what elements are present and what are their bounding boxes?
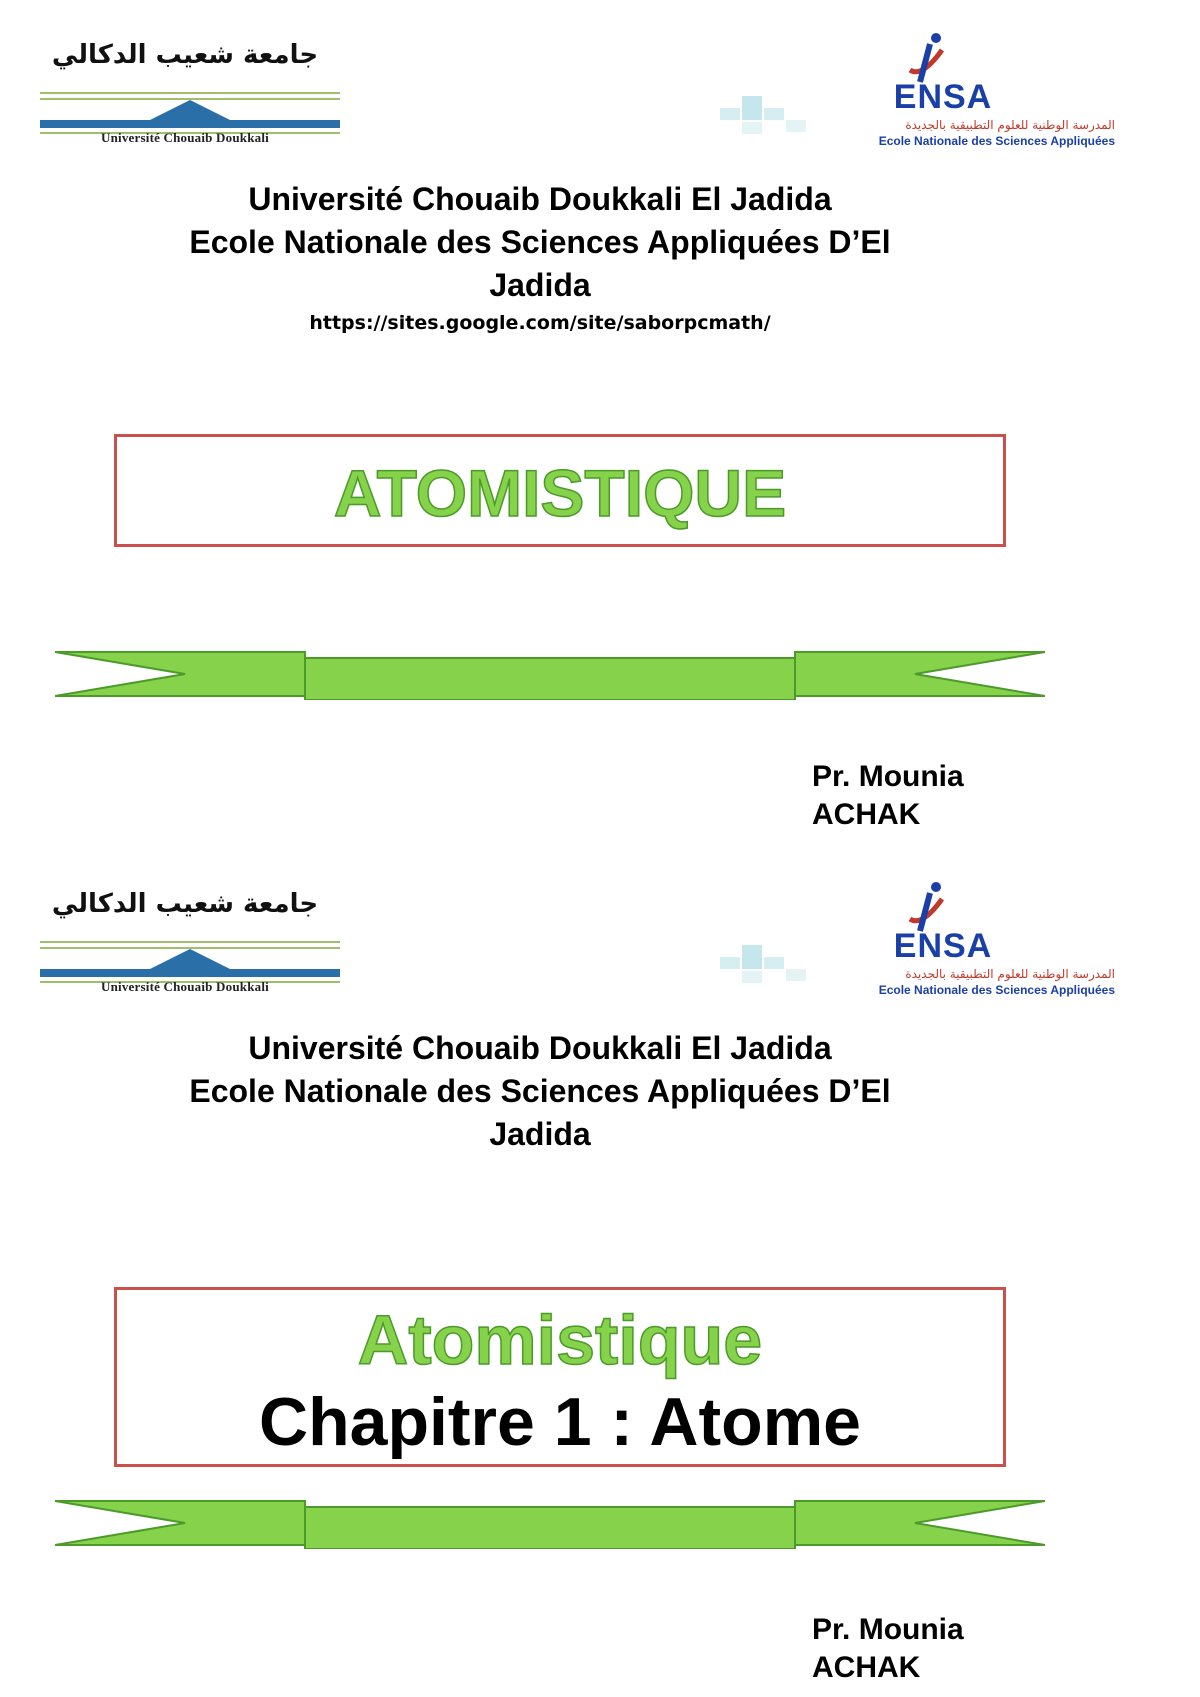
ucd-logo-latin: Université Chouaib Doukkali bbox=[101, 979, 269, 994]
ucd-logo-arabic: جامعة شعيب الدكالي bbox=[51, 889, 319, 919]
ensa-logo-arabic: المدرسة الوطنية للعلوم التطبيقية بالجديدة bbox=[905, 967, 1115, 981]
ensa-logo-arabic: المدرسة الوطنية للعلوم التطبيقية بالجديدة bbox=[905, 118, 1115, 132]
title-slide-1 bbox=[0, 0, 1200, 848]
author-line-1: Pr. Mounia bbox=[812, 760, 964, 793]
author-line-1: Pr. Mounia bbox=[812, 1613, 964, 1646]
title-box bbox=[114, 434, 1006, 547]
course-title: Atomistique bbox=[357, 1301, 763, 1379]
chapter-title: Chapitre 1 : Atome bbox=[258, 1384, 861, 1460]
author-line-2: ACHAK bbox=[812, 798, 921, 831]
ensa-logo-french: Ecole Nationale des Sciences Appliquées bbox=[878, 983, 1115, 997]
ucd-logo bbox=[30, 40, 340, 150]
institution-line-3: Jadida bbox=[489, 267, 591, 303]
institution-heading bbox=[100, 1027, 980, 1156]
ensa-logo-name: ENSA bbox=[893, 78, 993, 116]
ensa-logo bbox=[720, 879, 1120, 999]
ensa-logo-french: Ecole Nationale des Sciences Appliquées bbox=[878, 134, 1115, 148]
author bbox=[812, 1611, 1012, 1687]
ensa-grid-graphic bbox=[720, 88, 810, 138]
institution-line-3: Jadida bbox=[489, 1116, 591, 1152]
ensa-grid-graphic bbox=[720, 937, 810, 987]
title-box bbox=[114, 1287, 1006, 1467]
ensa-logo bbox=[720, 30, 1120, 150]
institution-line-1: Université Chouaib Doukkali El Jadida bbox=[248, 181, 832, 217]
ucd-logo bbox=[30, 889, 340, 999]
ensa-logo-name: ENSA bbox=[893, 927, 993, 965]
title-slide-2 bbox=[0, 849, 1200, 1697]
ucd-logo-arabic: جامعة شعيب الدكالي bbox=[51, 40, 319, 70]
institution-line-2: Ecole Nationale des Sciences Appliquées D’El bbox=[189, 1073, 891, 1109]
ribbon-banner bbox=[55, 1499, 1045, 1549]
institution-line-1: Université Chouaib Doukkali El Jadida bbox=[248, 1030, 832, 1066]
institution-heading bbox=[100, 178, 980, 307]
main-title: ATOMISTIQUE bbox=[333, 456, 787, 530]
institution-line-2: Ecole Nationale des Sciences Appliquées D’El bbox=[189, 224, 891, 260]
author bbox=[812, 758, 1012, 834]
ucd-logo-latin: Université Chouaib Doukkali bbox=[101, 130, 269, 145]
site-url: https://sites.google.com/site/saborpcmath/ bbox=[309, 312, 771, 334]
ribbon-banner bbox=[55, 650, 1045, 700]
author-line-2: ACHAK bbox=[812, 1651, 921, 1684]
